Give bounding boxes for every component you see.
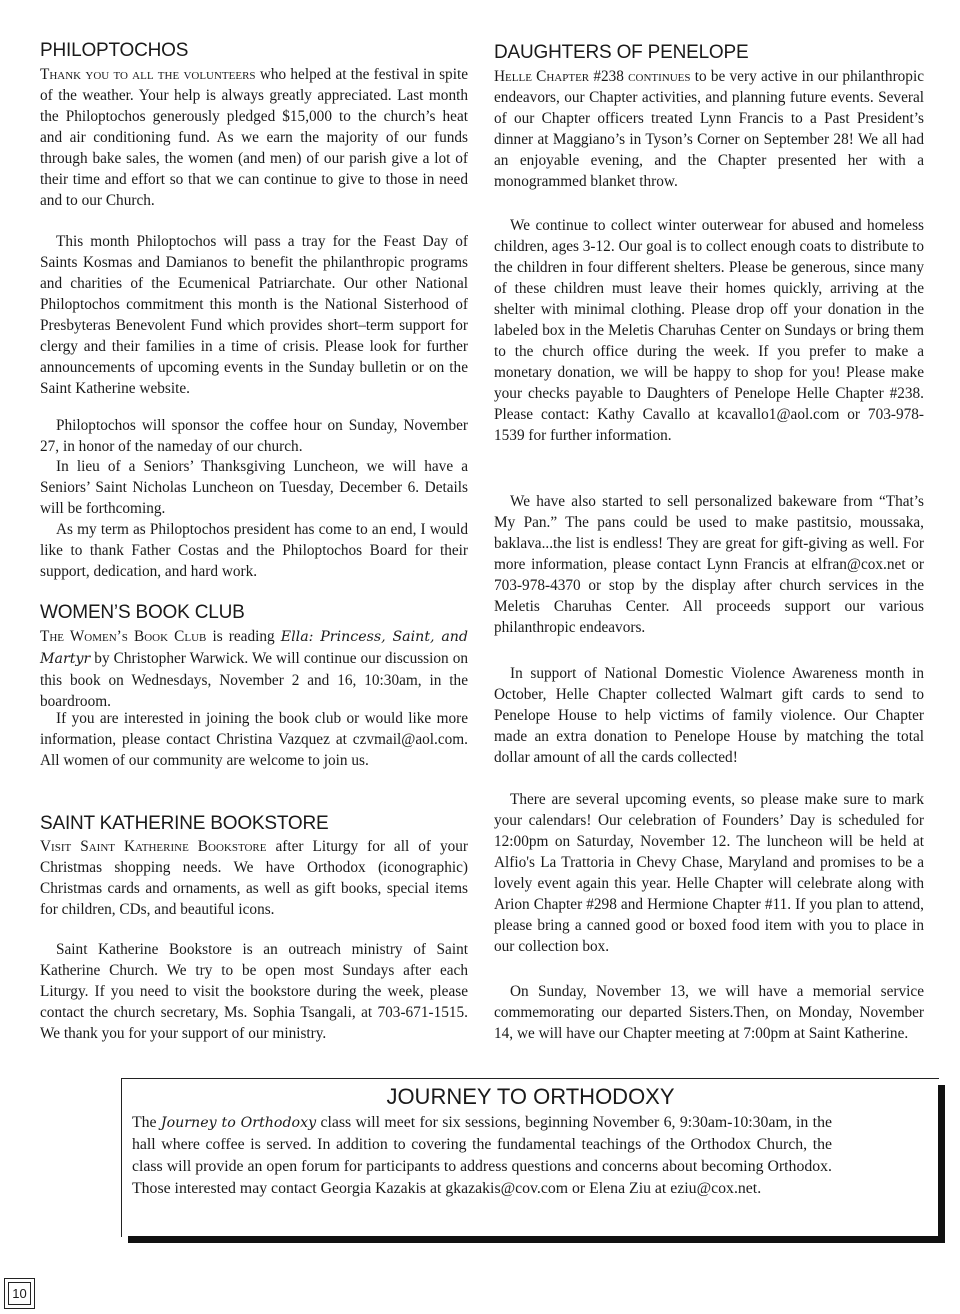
book-club-paragraph-2: If you are interested in joining the book club or would like more information, please contact Christina Vazquez at czvmail@aol.com. All women of our community are welcome to join us. [40,710,468,769]
philoptochos-paragraph-5: As my term as Philoptochos president has come to an end, I would like to thank Father Costas and the Philoptochos Board for their support, dedication, and hard work. [40,521,468,580]
bookstore-paragraph-1: Visit Saint Katherine Bookstore after Liturgy for all of your Christmas shopping needs. We have Orthodox (iconographic) Christmas cards and ornaments, as well as gift books, special items for children, CDs, and beautiful icons. [40,838,469,918]
journey-box [121,1078,939,1237]
book-club-heading: WOMEN’S BOOK CLUB [40,602,245,623]
journey-heading: JOURNEY TO ORTHODOXY [386,1084,675,1109]
journey-paragraph: The Journey to Orthodoxy class will meet for six sessions, beginning November 6, 9:30am-10:30am, in the hall where coffee is served. In addition to covering the fundamental teachings of the Orthodox Church, the class will provide an open forum for participants to address questions and concerns about becoming Orthodox. Those interested may contact Georgia Kazakis at gkazakis@cov.com or Elena Ziu at eziu@cox.net. [132,1114,832,1197]
bookstore-heading: SAINT KATHERINE BOOKSTORE [40,813,329,834]
penelope-paragraph-4: In support of National Domestic Violence Awareness month in October, Helle Chapter collected Walmart gift cards to send to Penelope House to help victims of family violence. Our Chapter made an extra donation to Penelope House by matching the total dollar amount of all the cards collected! [494,665,924,766]
book-club-paragraph-1: The Women’s Book Club is reading Ella: Princess, Saint, and Martyr by Christopher Warwick. We will continue our discussion on this book on Wednesdays, November 2 and 16, 10:30am, in the boardroom. [40,628,469,710]
page-number: 10 [8,1282,31,1305]
penelope-paragraph-3: We have also started to sell personalized bakeware from “That’s My Pan.” The pans could be used to make pastitsio, moussaka, baklava...the list is endless! They are great for gift-giving as well. For more information, please contact Lynn Francis at elfran@cox.net or 703-978-4370 or stop by the display after church services in the Meletis Charuhas Center. All proceeds support our various philanthropic endeavors. [494,493,924,636]
penelope-paragraph-6: On Sunday, November 13, we will have a memorial service commemorating our departed Sisters.Then, on Monday, November 14, we will have our Chapter meeting at 7:00pm at Saint Katherine. [494,983,924,1042]
page-number-box [4,1278,35,1309]
penelope-paragraph-1: Helle Chapter #238 continues to be very active in our philanthropic endeavors, our Chapter activities, and planning future events. Several of our Chapter officers treated Lynn Francis to a Past President’s dinner at Maggiano’s in Tyson’s Corner on September 28! We all had an enjoyable evening, and the Chapter presented her with a monogrammed blanket throw. [494,68,924,190]
philoptochos-paragraph-2: This month Philoptochos will pass a tray for the Feast Day of Saints Kosmas and Damianos to benefit the philanthropic programs and charities of the Ecumenical Patriarchate. Our other National Philoptochos commitment this month is the National Sisterhood of Presbyteras Benevolent Fund which provides short–term support for clergy and their families in a time of crisis. Please look for further announcements of upcoming events in the Sunday bulletin or on the Saint Katherine website. [40,233,468,397]
philoptochos-paragraph-3: Philoptochos will sponsor the coffee hour on Sunday, November 27, in honor of the nameday of our church. [40,417,468,455]
philoptochos-paragraph-4: In lieu of a Seniors’ Thanksgiving Luncheon, we will have a Seniors’ Saint Nicholas Luncheon on Tuesday, December 6. Details will be forthcoming. [40,458,468,517]
penelope-heading: DAUGHTERS OF PENELOPE [494,42,749,63]
penelope-paragraph-5: There are several upcoming events, so please make sure to mark your calendars! Our celebration of Founders’ Day is scheduled for 12:00pm on Saturday, November 12. The luncheon will be held at Alfio's La Trattoria in Chevy Chase, Maryland and promises to be a lovely event again this year. Helle Chapter will celebrate along with Arion Chapter #298 and Hermione Chapter #11. If you plan to attend, please bring a canned good or boxed food item with you to place in our collection box. [494,791,924,955]
philoptochos-heading: PHILOPTOCHOS [40,40,189,61]
box-shadow-right [938,1085,945,1243]
bookstore-paragraph-2: Saint Katherine Bookstore is an outreach ministry of Saint Katherine Church. We try to be open most Sundays after each Liturgy. If you need to visit the bookstore during the week, please contact the church secretary, Ms. Sophia Tsangali, at 703-671-1515. We thank you for your support of our ministry. [40,941,468,1042]
penelope-paragraph-2: We continue to collect winter outerwear for abused and homeless children, ages 3-12. Our goal is to collect enough coats to distribute to the children in four different shelters. Please be generous, since many of these children must leave their homes quickly, arriving at the shelter with minimal clothing. Please drop off your donation in the labeled box in the Meletis Charuhas Center on Sundays or bring them to the church office during the week. If you prefer to make a monetary donation, we will be happy to shop for you! Please make your checks payable to Daughters of Penelope Helle Chapter #238. Please contact: Kathy Cavallo at kcavallo1@aol.com or 703-978-1539 for further information. [494,217,924,444]
philoptochos-paragraph-1: Thank you to all the volunteers who helped at the festival in spite of the weather. Your help is always greatly appreciated. Last month the Philoptochos generously pledged $15,000 to the church’s heat and air conditioning fund. As we earn the majority of our funds through bake sales, the women (and men) of our parish give a lot of their time and effort so that we can continue to give to those in need and to our Church. [40,66,468,209]
box-shadow-bottom [128,1236,945,1243]
